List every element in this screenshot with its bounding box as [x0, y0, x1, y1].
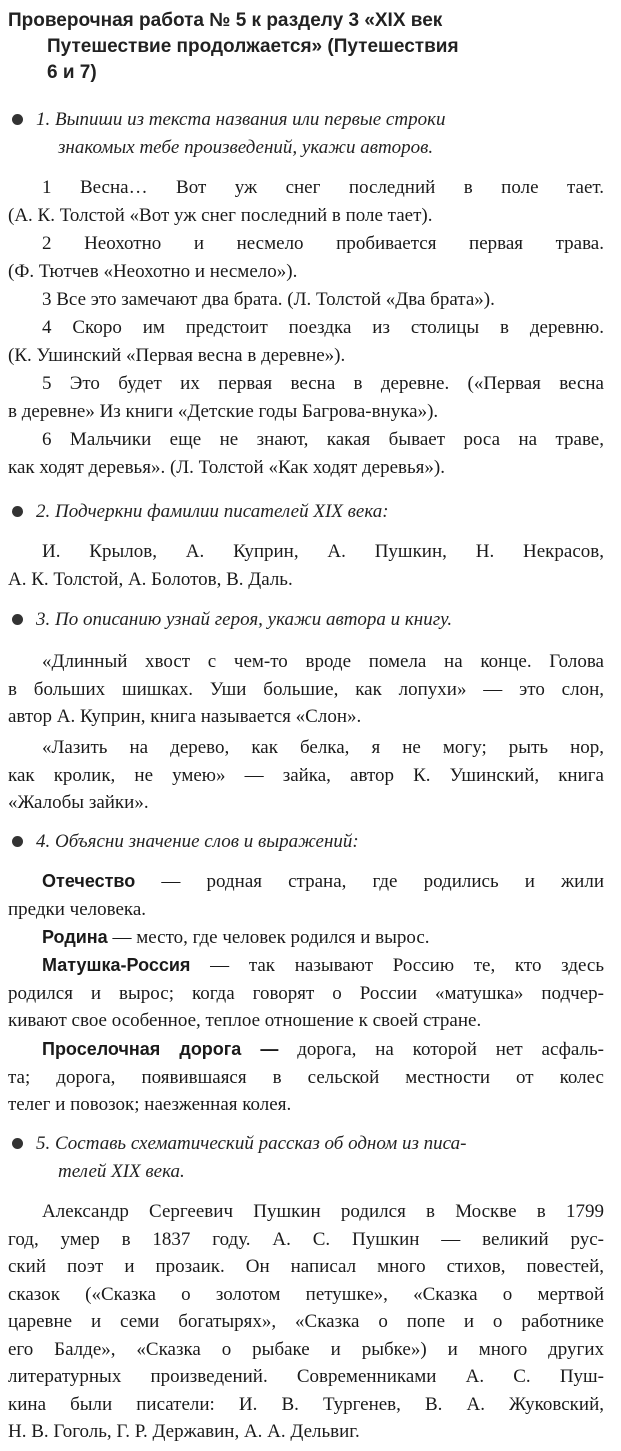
task-5-line-1: Александр Сергеевич Пушкин родился в Москве в 1799	[42, 1201, 604, 1222]
task-1-item-3	[8, 286, 604, 314]
task-3-p1-line-1: «Длинный хвост с чем-то вроде помела на конце. Голова	[42, 651, 604, 672]
task-5-line-3: ский поэт и прозаик. Он написал много стихов, повестей,	[8, 1256, 604, 1277]
task-5-line-8: кина были писатели: И. В. Тургенев, В. А. Жуковский,	[8, 1393, 604, 1415]
task-5-heading-line-2: телей XIX века.	[58, 1161, 185, 1182]
task-4-entry-3-definition: — так называют Россию те, кто здесь	[190, 955, 604, 976]
task-4-entry-4-definition: дорога, на которой нет асфаль-	[278, 1039, 604, 1060]
task-1-item-2-line-2: (Ф. Тютчев «Неохотно и несмело»).	[8, 260, 298, 282]
task-5-heading	[12, 1130, 604, 1186]
task-2-line-1: И. Крылов, А. Куприн, А. Пушкин, Н. Некрасов,	[42, 541, 604, 562]
task-4-entry-proselochnaya-doroga	[8, 1036, 604, 1119]
task-4-entry-2-line-1	[8, 924, 604, 952]
bullet-icon	[12, 1138, 23, 1149]
task-3-heading-text: 3. По описанию узнай героя, укажи автора и книгу.	[36, 609, 453, 630]
task-2-line-2: А. К. Толстой, А. Болотов, В. Даль.	[8, 568, 293, 590]
term-rodina: Родина	[42, 927, 108, 947]
task-5-story	[8, 1198, 604, 1446]
task-3-p2-line-2: как кролик, не умею» — зайка, автор К. Ушинский, книга	[8, 764, 604, 786]
task-1-item-1-line-2: (А. К. Толстой «Вот уж снег последний в поле тает).	[8, 204, 433, 226]
task-3-paragraph-1	[8, 648, 604, 731]
task-4-entry-rodina	[8, 924, 604, 952]
task-5-line-4: сказок («Сказка о золотом петушке», «Сказка о мертвой	[8, 1283, 604, 1305]
task-4-entry-2-definition: — место, где человек родился и вырос.	[107, 927, 430, 948]
task-1-item-4-line-2: (К. Ушинский «Первая весна в деревне»).	[8, 344, 346, 366]
task-1-item-5-line-2: в деревне» Из книги «Детские годы Багрова-внука»).	[8, 400, 439, 422]
task-1-item-1	[8, 174, 604, 229]
task-4-entry-otechestvo	[8, 868, 604, 923]
bullet-icon	[12, 836, 23, 847]
term-matushka-rossiya: Матушка-Россия	[42, 955, 191, 975]
task-1-item-6-line-2: как ходят деревья». (Л. Толстой «Как ходят деревья»).	[8, 456, 445, 478]
page-title	[8, 8, 608, 86]
term-otechestvo: Отечество	[42, 871, 136, 891]
task-1-heading	[12, 106, 604, 162]
task-2-heading-text: 2. Подчеркни фамилии писателей XIX века:	[36, 501, 389, 522]
task-1-item-2	[8, 230, 604, 285]
task-1-item-4-line-1: 4 Скоро им предстоит поездка из столицы в деревню.	[42, 317, 604, 338]
task-1-item-2-line-1: 2 Неохотно и несмело пробивается первая трава.	[42, 233, 604, 254]
task-4-entry-1-definition: — родная страна, где родились и жили	[135, 871, 604, 892]
task-3-p1-line-2: в больших шишках. Уши большие, как лопухи» — это слон,	[8, 678, 604, 700]
task-4-entry-1-line-2: предки человека.	[8, 898, 147, 920]
task-1-item-6-line-1: 6 Мальчики еще не знают, какая бывает роса на траве,	[42, 429, 604, 450]
task-4-heading	[12, 828, 604, 856]
bullet-icon	[12, 114, 23, 125]
task-4-entry-1-line-1	[8, 868, 604, 896]
task-5-heading-line-1: 5. Составь схематический рассказ об одном из писа-	[36, 1133, 467, 1154]
task-4-entry-4-line-1	[8, 1036, 604, 1064]
task-4-entry-matushka-rossiya	[8, 952, 604, 1035]
task-1-item-5-line-1: 5 Это будет их первая весна в деревне. («Первая весна	[42, 373, 604, 394]
task-5-line-7: литературных произведений. Современниками А. С. Пуш-	[8, 1366, 604, 1387]
task-5-line-2: год, умер в 1837 году. А. С. Пушкин — великий рус-	[8, 1228, 604, 1250]
task-3-p2-line-3: «Жалобы зайки».	[8, 792, 149, 813]
task-3-paragraph-2	[8, 734, 604, 817]
task-1-item-3-line-1: 3 Все это замечают два брата. (Л. Толстой «Два брата»).	[42, 289, 495, 310]
title-line-2: Путешествие продолжается» (Путешествия	[47, 36, 459, 57]
task-2-writers-list	[8, 538, 604, 593]
bullet-icon	[12, 506, 23, 517]
task-2-heading	[12, 498, 604, 526]
title-line-1: Проверочная работа № 5 к разделу 3 «XIX век	[8, 10, 443, 31]
title-line-3: 6 и 7)	[47, 62, 97, 83]
task-1-item-6	[8, 426, 604, 481]
task-5-line-9: Н. В. Гоголь, Г. Р. Державин, А. А. Дельвиг.	[8, 1421, 360, 1442]
task-5-line-5: царевне и семи богатырях», «Сказка о попе и о работнике	[8, 1311, 604, 1332]
bullet-icon	[12, 614, 23, 625]
task-4-heading-text: 4. Объясни значение слов и выражений:	[36, 831, 359, 852]
task-3-p1-line-3: автор А. Куприн, книга называется «Слон».	[8, 706, 362, 727]
task-5-line-6: его Балде», «Сказка о рыбаке и рыбке») и много других	[8, 1338, 604, 1360]
task-1-item-1-line-1: 1 Весна… Вот уж снег последний в поле тает.	[42, 177, 604, 198]
term-proselochnaya-doroga: Проселочная дорога —	[42, 1039, 279, 1059]
task-3-heading	[12, 606, 604, 634]
task-1-item-5	[8, 370, 604, 425]
task-4-entry-4-line-3: телег и повозок; наезженная колея.	[8, 1094, 292, 1115]
task-4-entry-3-line-3: кивают свое особенное, теплое отношение к своей стране.	[8, 1010, 482, 1031]
task-4-entry-3-line-1	[8, 952, 604, 980]
task-1-heading-line-1: 1. Выпиши из текста названия или первые строки	[36, 109, 446, 130]
task-1-heading-line-2: знакомых тебе произведений, укажи авторов.	[58, 137, 434, 158]
task-4-entry-3-line-2: родился и вырос; когда говорят о России «матушка» подчер-	[8, 982, 604, 1004]
task-3-p2-line-1: «Лазить на дерево, как белка, я не могу; рыть нор,	[42, 737, 604, 758]
task-4-entry-4-line-2: та; дорога, появившаяся в сельской местности от колес	[8, 1066, 604, 1088]
task-1-item-4	[8, 314, 604, 369]
